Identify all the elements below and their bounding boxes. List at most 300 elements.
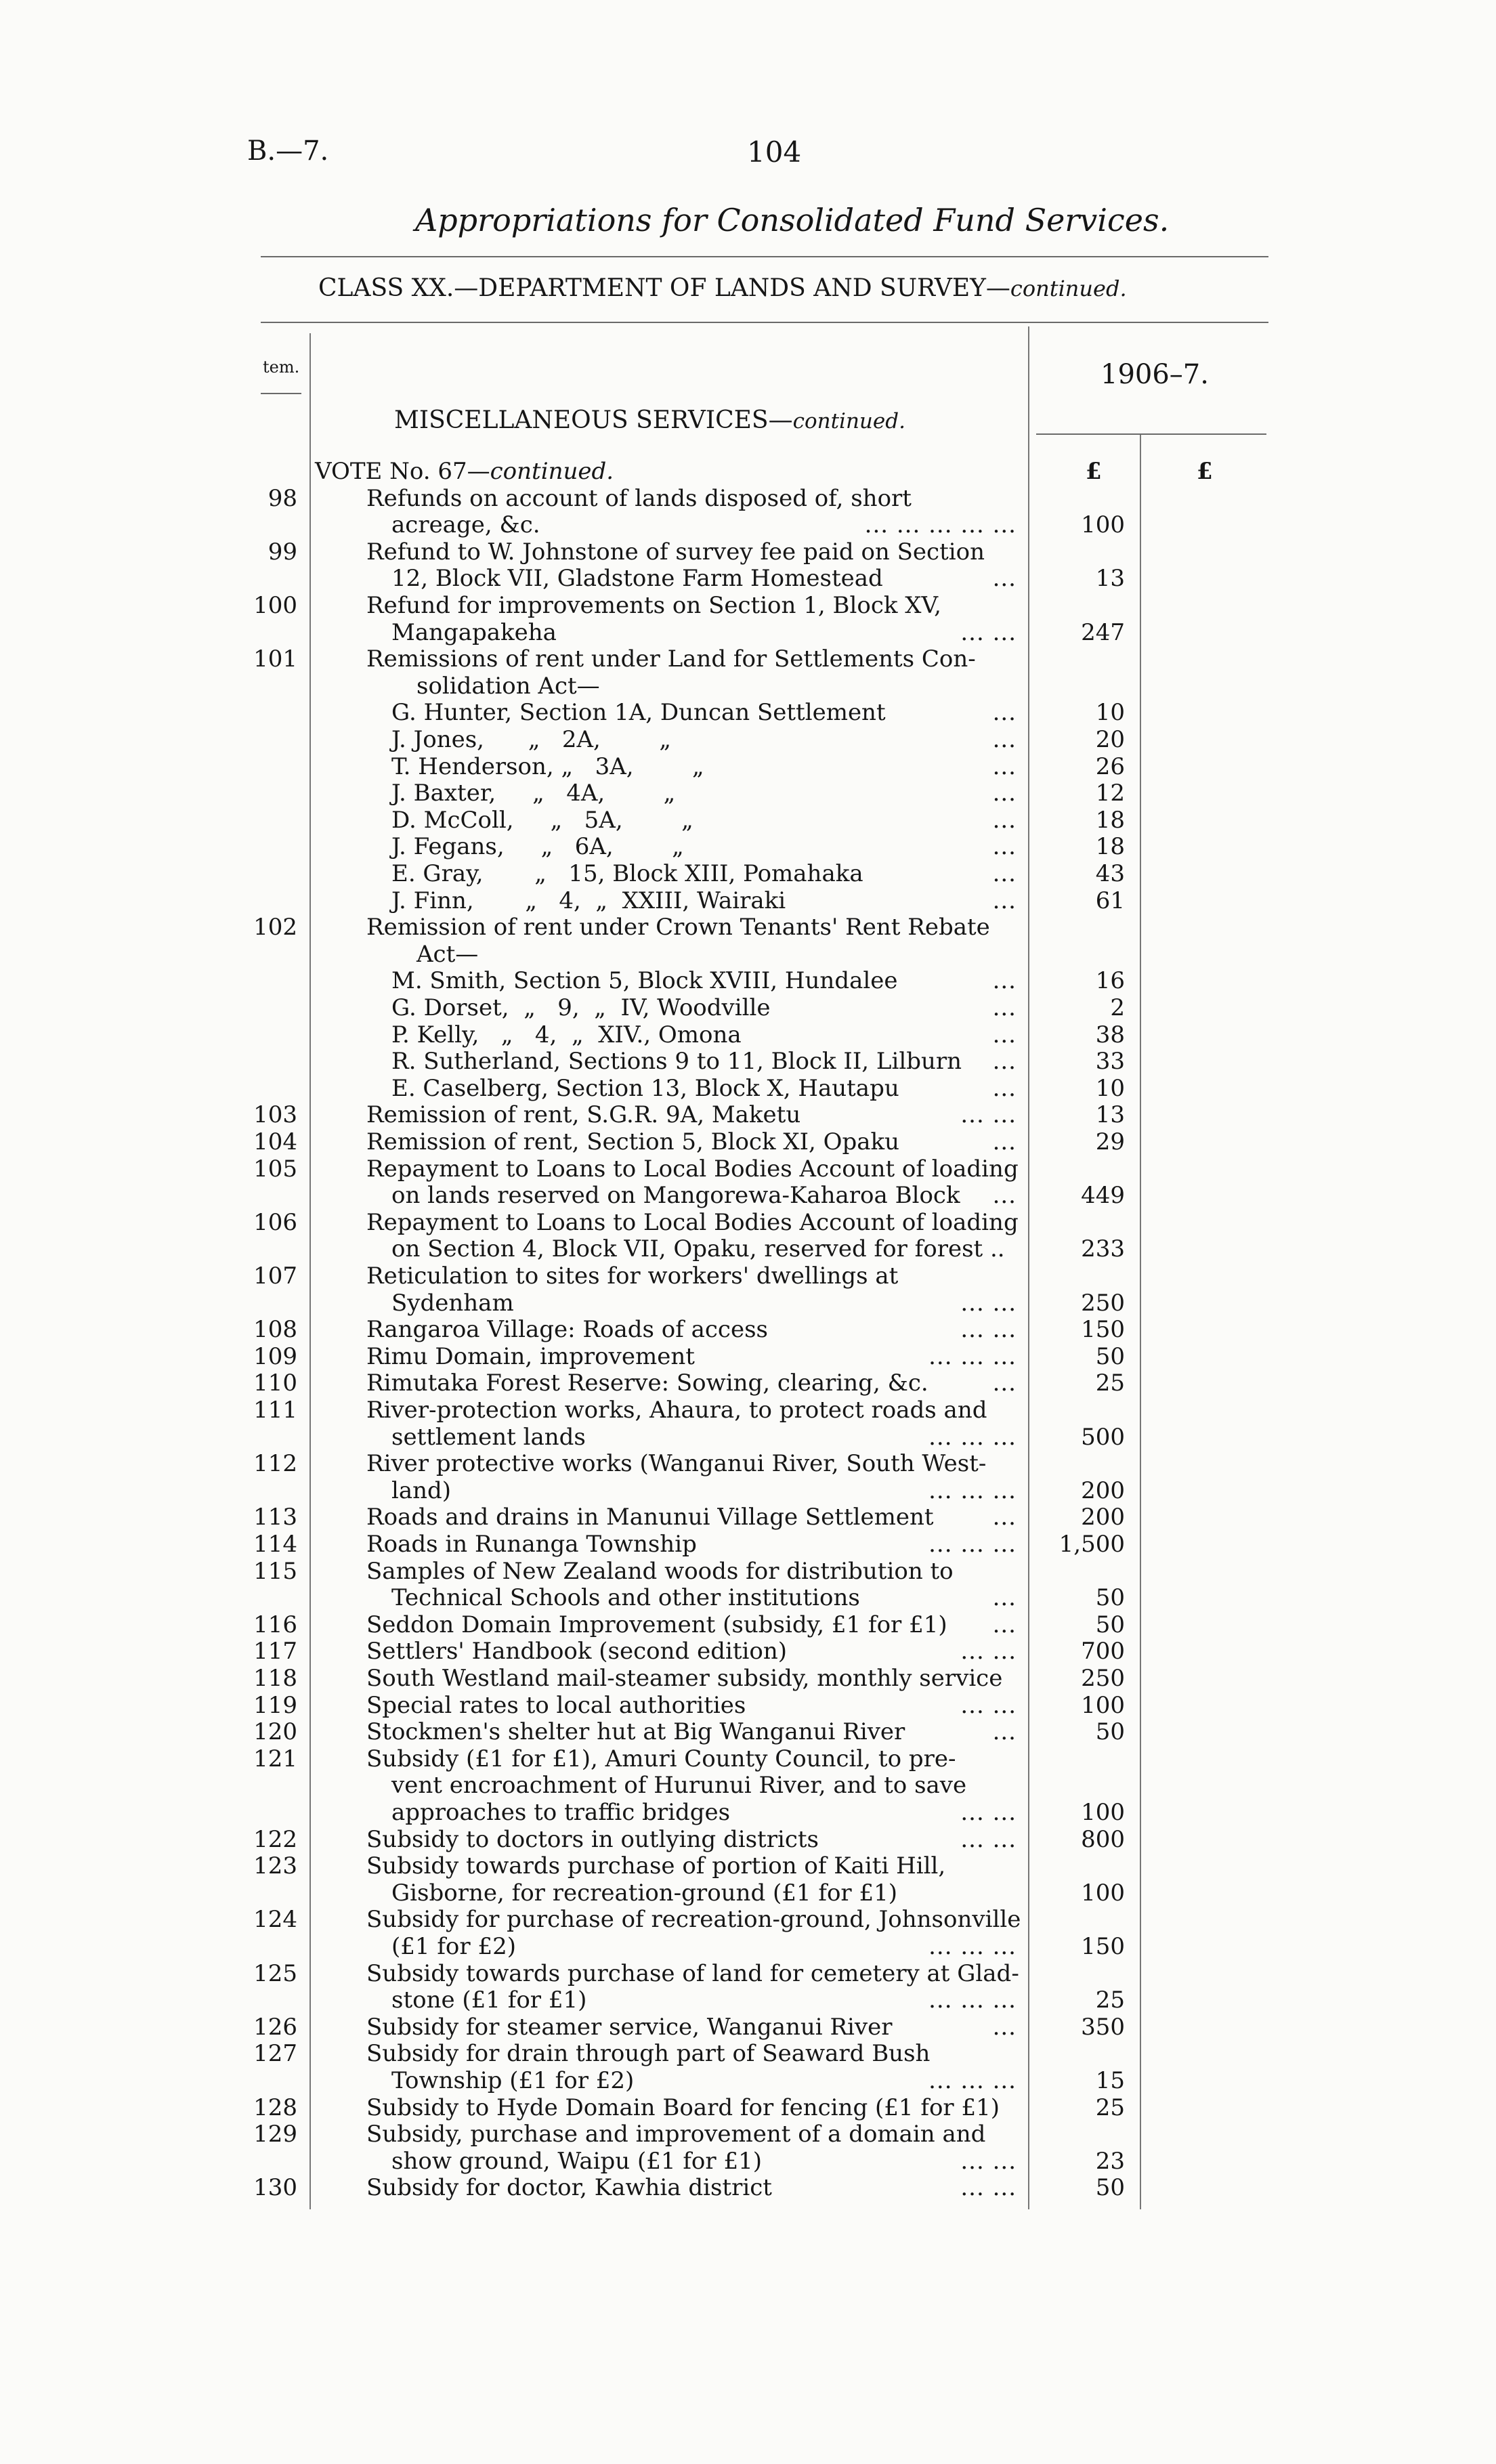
dot-leader: ...	[992, 1611, 1017, 1638]
item-description-text: Act—	[416, 941, 479, 968]
item-description-text: J. Finn, „ 4, „ XXIII, Wairaki	[391, 887, 786, 914]
item-number: 124	[253, 1906, 297, 1933]
item-amount: 700	[1081, 1638, 1125, 1665]
item-description	[366, 1718, 1017, 1745]
item-number: 105	[253, 1155, 297, 1183]
item-description	[391, 565, 1017, 592]
item-description	[391, 833, 1017, 860]
dot-leader: ...	[992, 753, 1017, 780]
item-number: 113	[253, 1504, 297, 1531]
table-row	[0, 2014, 1496, 2041]
item-number: 119	[253, 1692, 297, 1719]
item-description-text: Refunds on account of lands disposed of, short	[366, 485, 912, 512]
item-amount: 43	[1095, 860, 1125, 887]
item-description	[366, 1128, 1017, 1155]
item-description	[391, 511, 1017, 538]
dot-leader: ...	[992, 967, 1017, 994]
item-number: 109	[253, 1343, 297, 1370]
item-amount: 100	[1081, 1692, 1125, 1719]
item-description	[391, 753, 1017, 780]
item-description	[366, 1906, 1021, 1933]
item-amount: 449	[1081, 1182, 1125, 1209]
item-description	[391, 1290, 1017, 1317]
table-row	[0, 1906, 1496, 1933]
dot-leader: ... ...	[960, 1799, 1017, 1826]
table-row	[0, 2174, 1496, 2201]
item-amount: 10	[1095, 1075, 1125, 1102]
item-header-rule	[261, 393, 301, 394]
item-number: 98	[268, 485, 297, 512]
item-amount: 50	[1095, 1611, 1125, 1638]
class-heading-main: CLASS XX.—DEPARTMENT OF LANDS AND SURVEY—	[318, 274, 1010, 302]
item-description	[391, 1772, 1017, 1799]
dot-leader: ...	[992, 887, 1017, 914]
dot-leader: ...	[992, 807, 1017, 834]
item-description	[391, 1424, 1017, 1451]
item-description-text: Special rates to local authorities	[366, 1692, 746, 1719]
item-amount: 20	[1095, 726, 1125, 753]
table-row	[0, 1987, 1496, 2014]
item-amount: 250	[1081, 1290, 1125, 1317]
item-amount: 50	[1095, 1343, 1125, 1370]
item-number: 129	[253, 2121, 297, 2148]
item-amount: 100	[1081, 511, 1125, 538]
dot-leader: ... ...	[960, 1290, 1017, 1317]
table-row	[0, 1316, 1496, 1343]
item-amount: 250	[1081, 1665, 1125, 1692]
pound-symbol-amount: £	[1086, 458, 1102, 485]
dot-leader: ... ...	[960, 619, 1017, 646]
item-description-text: Remission of rent, Section 5, Block XI, Opaku	[366, 1128, 900, 1155]
table-row	[0, 565, 1496, 592]
item-description	[366, 1692, 1017, 1719]
item-description-text: Subsidy towards purchase of land for cemetery at Glad-	[366, 1960, 1019, 1987]
item-description-text: Samples of New Zealand woods for distribution to	[366, 1558, 954, 1585]
item-description-text: Subsidy for steamer service, Wanganui River	[366, 2014, 893, 2041]
item-description-text: South Westland mail-steamer subsidy, monthly service	[366, 1665, 1003, 1692]
item-amount: 350	[1081, 2014, 1125, 2041]
item-description	[366, 1450, 1017, 1477]
item-amount: 500	[1081, 1424, 1125, 1451]
item-description	[366, 1531, 1017, 1558]
item-description	[366, 2014, 1017, 2041]
item-description-text: Refund to W. Johnstone of survey fee paid on Section	[366, 538, 985, 566]
table-row	[0, 1397, 1496, 1424]
dot-leader: ...	[992, 1021, 1017, 1048]
item-number: 118	[253, 1665, 297, 1692]
item-description	[366, 1504, 1017, 1531]
dot-leader: ...	[992, 1048, 1017, 1075]
item-amount: 12	[1095, 780, 1125, 807]
item-description-text: Remission of rent, S.G.R. 9A, Maketu	[366, 1101, 801, 1128]
item-description	[366, 1611, 1017, 1638]
item-description-text: J. Jones, „ 2A, „	[391, 726, 671, 753]
table-row	[0, 1182, 1496, 1209]
table-row	[0, 1369, 1496, 1397]
year-column-header: 1906–7.	[1100, 359, 1209, 390]
table-row	[0, 1799, 1496, 1826]
dot-leader: ...	[992, 565, 1017, 592]
item-description-text: D. McColl, „ 5A, „	[391, 807, 693, 834]
table-row	[0, 1611, 1496, 1638]
item-amount: 23	[1095, 2148, 1125, 2175]
table-row	[0, 1021, 1496, 1048]
dot-leader: ... ...	[960, 1692, 1017, 1719]
item-description	[391, 1048, 1017, 1075]
table-row	[0, 2094, 1496, 2121]
table-row	[0, 1101, 1496, 1128]
table-row	[0, 1155, 1496, 1183]
item-description-text: show ground, Waipu (£1 for £1)	[391, 2148, 762, 2175]
header-rule-bottom	[261, 322, 1268, 323]
table-row	[0, 1665, 1496, 1692]
item-description	[391, 1182, 1017, 1209]
table-row	[0, 833, 1496, 860]
dot-leader: ... ...	[960, 2174, 1017, 2201]
item-description-text: stone (£1 for £1)	[391, 1987, 587, 2014]
table-row	[0, 1075, 1496, 1102]
table-row	[0, 753, 1496, 780]
item-description	[391, 1879, 1017, 1907]
dot-leader: ...	[992, 1584, 1017, 1611]
item-amount: 25	[1095, 1369, 1125, 1397]
dot-leader: ...	[992, 699, 1017, 726]
page-number: 104	[747, 135, 802, 169]
dot-leader: ... ...	[960, 2148, 1017, 2175]
dot-leader: ...	[992, 860, 1017, 887]
table-row	[0, 914, 1496, 941]
table-row	[0, 1933, 1496, 1960]
item-number: 127	[253, 2040, 297, 2067]
table-row	[0, 1960, 1496, 1987]
table-row	[0, 1826, 1496, 1853]
dot-leader: ...	[992, 1369, 1017, 1397]
item-description	[391, 2148, 1017, 2175]
item-description-text: Repayment to Loans to Local Bodies Account of loading	[366, 1209, 1019, 1236]
item-number: 115	[253, 1558, 297, 1585]
item-description	[391, 1021, 1017, 1048]
dot-leader: ... ... ...	[928, 2067, 1017, 2094]
item-amount: 247	[1081, 619, 1125, 646]
dot-leader: ...	[992, 1128, 1017, 1155]
item-amount: 50	[1095, 2174, 1125, 2201]
item-description-text: Subsidy to doctors in outlying districts	[366, 1826, 819, 1853]
header-rule-top	[261, 256, 1268, 257]
dot-leader: ... ... ...	[928, 1933, 1017, 1960]
item-description	[366, 914, 1017, 941]
item-description	[366, 1558, 1017, 1585]
dot-leader: ... ... ...	[928, 1987, 1017, 2014]
table-row	[0, 1558, 1496, 1585]
item-column-header: tem.	[263, 358, 300, 377]
item-number: 117	[253, 1638, 297, 1665]
item-number: 125	[253, 1960, 297, 1987]
item-description	[391, 726, 1017, 753]
item-amount: 33	[1095, 1048, 1125, 1075]
table-row	[0, 994, 1496, 1021]
item-description-text: on lands reserved on Mangorewa-Kaharoa Block	[391, 1182, 960, 1209]
item-number: 102	[253, 914, 297, 941]
item-description-text: River protective works (Wanganui River, South West-	[366, 1450, 987, 1477]
dot-leader: ... ... ...	[928, 1531, 1017, 1558]
item-description-text: Repayment to Loans to Local Bodies Account of loading	[366, 1155, 1019, 1183]
item-amount: 38	[1095, 1021, 1125, 1048]
item-amount: 100	[1081, 1879, 1125, 1907]
table-row	[0, 1879, 1496, 1907]
dot-leader: ... ... ...	[928, 1477, 1017, 1504]
dot-leader: ...	[992, 994, 1017, 1021]
item-number: 99	[268, 538, 297, 566]
item-amount: 10	[1095, 699, 1125, 726]
item-description	[315, 458, 1017, 485]
item-amount: 25	[1095, 1987, 1125, 2014]
item-description	[366, 645, 1017, 673]
document-reference: B.—7.	[247, 135, 329, 167]
item-number: 123	[253, 1852, 297, 1879]
table-row	[0, 1209, 1496, 1236]
table-row	[0, 592, 1496, 619]
item-number: 101	[253, 645, 297, 673]
item-number: 120	[253, 1718, 297, 1745]
item-description-text: land)	[391, 1477, 452, 1504]
item-description-italic: continued.	[490, 458, 614, 485]
item-description-text: acreage, &c.	[391, 511, 540, 538]
item-description-text: River-protection works, Ahaura, to protect roads and	[366, 1397, 987, 1424]
item-amount: 100	[1081, 1799, 1125, 1826]
item-description	[366, 538, 1017, 566]
table-row	[0, 1235, 1496, 1262]
table-row	[0, 1638, 1496, 1665]
item-amount: 26	[1095, 753, 1125, 780]
item-description	[366, 1101, 1017, 1128]
item-description-text: solidation Act—	[416, 673, 600, 700]
item-number: 111	[253, 1397, 297, 1424]
item-description-text: Subsidy towards purchase of portion of Kaiti Hill,	[366, 1852, 946, 1879]
pound-symbol-total: £	[1197, 458, 1213, 485]
section-heading	[394, 406, 905, 434]
item-description-text: Remission of rent under Crown Tenants' Rent Rebate	[366, 914, 990, 941]
item-amount: 50	[1095, 1718, 1125, 1745]
item-description-text: Stockmen's shelter hut at Big Wanganui River	[366, 1718, 905, 1745]
item-description	[366, 1960, 1017, 1987]
dot-leader: ...	[992, 2014, 1017, 2041]
item-amount: 18	[1095, 807, 1125, 834]
item-description	[366, 1745, 1017, 1772]
item-description	[366, 1343, 1017, 1370]
item-description	[391, 967, 1017, 994]
item-description-text: Gisborne, for recreation-ground (£1 for £1)	[391, 1879, 898, 1907]
item-number: 122	[253, 1826, 297, 1853]
item-description	[416, 673, 1017, 700]
item-description-text: Subsidy for doctor, Kawhia district	[366, 2174, 772, 2201]
item-description	[366, 2040, 1017, 2067]
table-row	[0, 1504, 1496, 1531]
item-amount: 18	[1095, 833, 1125, 860]
table-row	[0, 1852, 1496, 1879]
item-amount: 15	[1095, 2067, 1125, 2094]
item-description-text: Rimu Domain, improvement	[366, 1343, 695, 1370]
item-number: 100	[253, 592, 297, 619]
item-description	[391, 1235, 1017, 1262]
item-number: 106	[253, 1209, 297, 1236]
table-row	[0, 1772, 1496, 1799]
item-amount: 1,500	[1059, 1531, 1125, 1558]
item-number: 130	[253, 2174, 297, 2201]
item-description-text: T. Henderson, „ 3A, „	[391, 753, 704, 780]
dot-leader: ... ... ... ... ...	[864, 511, 1017, 538]
item-description-text: J. Fegans, „ 6A, „	[391, 833, 684, 860]
table-row	[0, 1424, 1496, 1451]
item-description	[366, 1638, 1017, 1665]
item-description-text: R. Sutherland, Sections 9 to 11, Block II, Lilburn	[391, 1048, 962, 1075]
item-description	[366, 2121, 1017, 2148]
item-description-text: VOTE No. 67—continued.	[315, 458, 614, 485]
item-description	[366, 2094, 1017, 2121]
item-description-text: Refund for improvements on Section 1, Block XV,	[366, 592, 941, 619]
item-description-text: Roads and drains in Manunui Village Settlement	[366, 1504, 934, 1531]
item-description-text: Subsidy for drain through part of Seaward Bush	[366, 2040, 931, 2067]
dot-leader: ... ...	[960, 1638, 1017, 1665]
item-description	[366, 1826, 1017, 1853]
table-row	[0, 699, 1496, 726]
dot-leader: ...	[992, 1504, 1017, 1531]
item-description-text: M. Smith, Section 5, Block XVIII, Hundalee	[391, 967, 898, 994]
item-description	[391, 1477, 1017, 1504]
item-description-text: J. Baxter, „ 4A, „	[391, 780, 676, 807]
year-header-rule	[1036, 433, 1266, 435]
table-row	[0, 673, 1496, 700]
item-description-text: Technical Schools and other institutions	[391, 1584, 860, 1611]
item-description	[391, 1987, 1017, 2014]
item-description	[391, 1584, 1017, 1611]
item-description	[391, 619, 1017, 646]
item-description	[366, 592, 1017, 619]
table-row	[0, 538, 1496, 566]
dot-leader: ...	[992, 1718, 1017, 1745]
dot-leader: ...	[992, 1075, 1017, 1102]
table-row	[0, 1262, 1496, 1290]
item-description-text: approaches to traffic bridges	[391, 1799, 731, 1826]
table-row	[0, 1477, 1496, 1504]
table-row	[0, 2148, 1496, 2175]
item-amount: 233	[1081, 1235, 1125, 1262]
item-description-text: E. Caselberg, Section 13, Block X, Hautapu	[391, 1075, 899, 1102]
item-number: 107	[253, 1262, 297, 1290]
table-row	[0, 1450, 1496, 1477]
item-description	[391, 860, 1017, 887]
item-description	[366, 1209, 1017, 1236]
item-description	[391, 699, 1017, 726]
item-description	[416, 941, 1017, 968]
item-amount: 13	[1095, 565, 1125, 592]
item-description	[391, 994, 1017, 1021]
item-amount: 2	[1110, 994, 1125, 1021]
item-amount: 13	[1095, 1101, 1125, 1128]
item-amount: 50	[1095, 1584, 1125, 1611]
item-number: 128	[253, 2094, 297, 2121]
table-row	[0, 1584, 1496, 1611]
item-amount: 200	[1081, 1477, 1125, 1504]
dot-leader: ...	[992, 1182, 1017, 1209]
item-description-text: on Section 4, Block VII, Opaku, reserved for forest ..	[391, 1235, 1005, 1262]
item-amount: 29	[1095, 1128, 1125, 1155]
table-row	[0, 1692, 1496, 1719]
item-description-text: G. Dorset, „ 9, „ IV, Woodville	[391, 994, 771, 1021]
table-row	[0, 967, 1496, 994]
item-description-text: Settlers' Handbook (second edition)	[366, 1638, 788, 1665]
table-row	[0, 2067, 1496, 2094]
dot-leader: ... ...	[960, 1316, 1017, 1343]
item-number: 121	[253, 1745, 297, 1772]
item-number: 110	[253, 1369, 297, 1397]
dot-leader: ...	[992, 726, 1017, 753]
item-number: 116	[253, 1611, 297, 1638]
table-row	[0, 726, 1496, 753]
table-row	[0, 1048, 1496, 1075]
item-description-text: Subsidy, purchase and improvement of a domain and	[366, 2121, 986, 2148]
table-row	[0, 1531, 1496, 1558]
table-row	[0, 860, 1496, 887]
item-description	[391, 780, 1017, 807]
item-amount: 16	[1095, 967, 1125, 994]
item-amount: 61	[1095, 887, 1125, 914]
class-heading-continued: continued.	[1010, 276, 1127, 301]
item-description-text: Subsidy for purchase of recreation-ground, Johnsonville	[366, 1906, 1021, 1933]
item-description-text: Sydenham	[391, 1290, 514, 1317]
item-description	[391, 1933, 1017, 1960]
dot-leader: ... ...	[960, 1826, 1017, 1853]
item-description-text: Rimutaka Forest Reserve: Sowing, clearing, &c.	[366, 1369, 928, 1397]
item-description	[391, 1075, 1017, 1102]
item-number: 114	[253, 1531, 297, 1558]
item-description-text: Subsidy (£1 for £1), Amuri County Council, to pre-	[366, 1745, 956, 1772]
table-row	[0, 780, 1496, 807]
item-description	[366, 1852, 1017, 1879]
item-number: 112	[253, 1450, 297, 1477]
item-amount: 25	[1095, 2094, 1125, 2121]
item-description-text: Subsidy to Hyde Domain Board for fencing (£1 for £1)	[366, 2094, 1000, 2121]
item-description-text: Mangapakeha	[391, 619, 557, 646]
item-description-text: E. Gray, „ 15, Block XIII, Pomahaka	[391, 860, 863, 887]
item-description	[366, 1369, 1017, 1397]
item-number: 108	[253, 1316, 297, 1343]
item-amount: 150	[1081, 1316, 1125, 1343]
item-description-text: settlement lands	[391, 1424, 586, 1451]
class-heading	[318, 274, 1127, 302]
item-number: 126	[253, 2014, 297, 2041]
table-row	[0, 807, 1496, 834]
dot-leader: ... ... ...	[928, 1424, 1017, 1451]
table-row	[0, 1718, 1496, 1745]
item-number: 103	[253, 1101, 297, 1128]
table-row	[0, 485, 1496, 512]
item-description	[366, 1397, 1017, 1424]
item-amount: 150	[1081, 1933, 1125, 1960]
item-amount: 800	[1081, 1826, 1125, 1853]
table-row	[0, 887, 1496, 914]
item-description	[366, 1155, 1017, 1183]
table-row	[0, 1343, 1496, 1370]
table-row	[0, 511, 1496, 538]
dot-leader: ... ...	[960, 1101, 1017, 1128]
dot-leader: ...	[992, 833, 1017, 860]
item-description-text: Seddon Domain Improvement (subsidy, £1 for £1)	[366, 1611, 947, 1638]
table-row	[0, 2040, 1496, 2067]
item-description-text: 12, Block VII, Gladstone Farm Homestead	[391, 565, 883, 592]
item-number: 104	[253, 1128, 297, 1155]
item-description-text: Roads in Runanga Township	[366, 1531, 697, 1558]
item-description-text: vent encroachment of Hurunui River, and to save	[391, 1772, 967, 1799]
